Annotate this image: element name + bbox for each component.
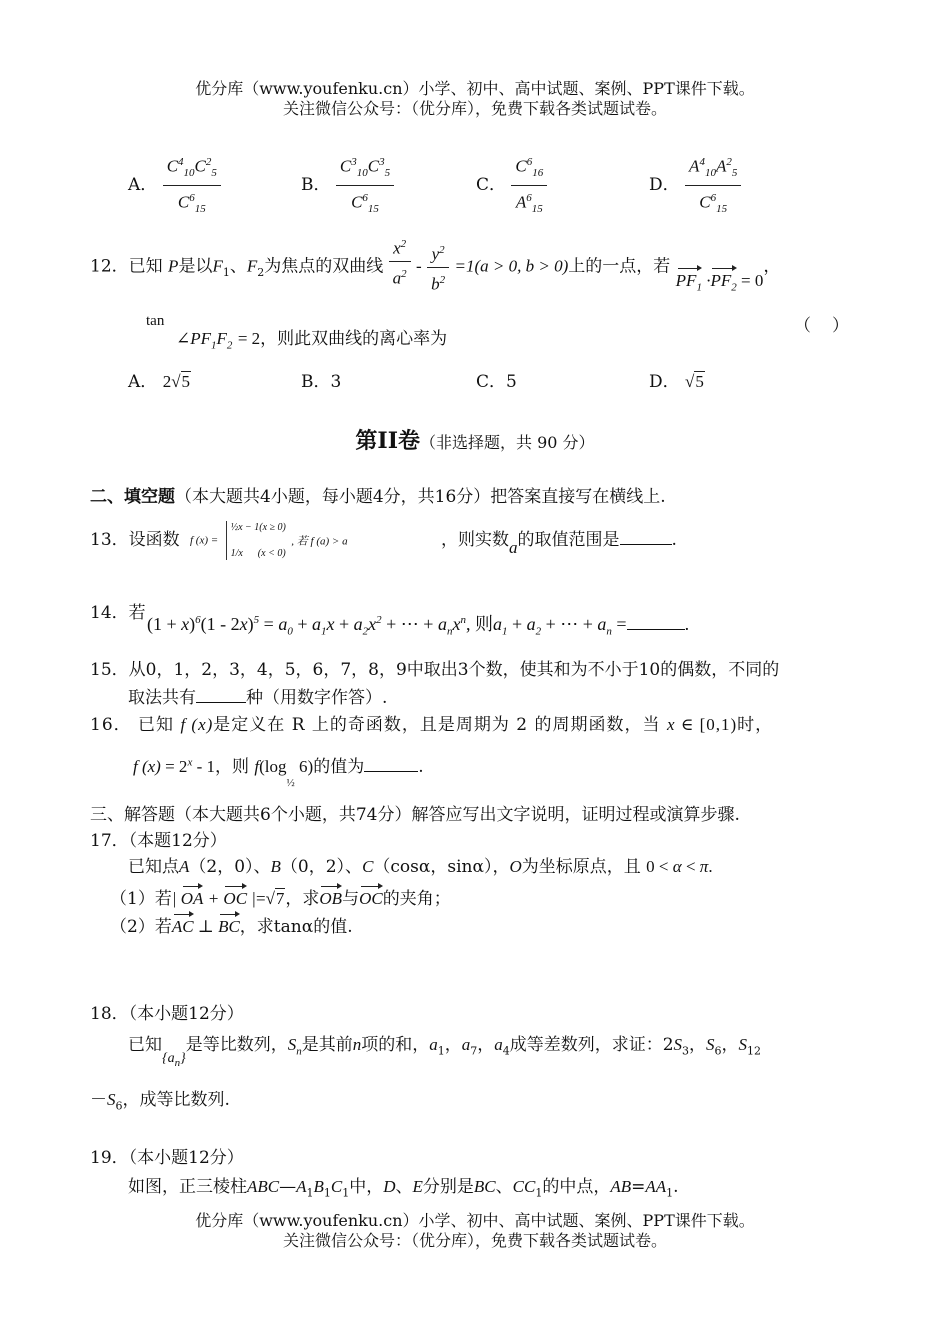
question-number: 13． — [90, 530, 129, 550]
question-number: 14． — [90, 603, 129, 623]
q12-text-rest: ，则此双曲线的离心率为 — [260, 329, 448, 349]
option-label: D． — [649, 372, 680, 392]
q17-p2-text-b: ，求tanα的值. — [239, 917, 353, 937]
q17-part-1: （1）若| OA + OC |=√7，求OB与OC的夹角； — [110, 889, 451, 909]
dot-symbol: · — [706, 270, 711, 290]
q17-p1-text-a: （1）若 — [110, 889, 172, 909]
option-label: B． — [301, 175, 331, 196]
answer-paren: （ ） — [794, 316, 851, 336]
footer-line-2: 关注微信公众号：（优分库），免费下载各类试题试卷。 — [282, 1231, 667, 1250]
q17-line-1: 已知点A（2，0）、B（0，2）、C（cosα，sinα），O为坐标原点，且 0 < α < π. — [128, 857, 713, 877]
section-subtitle: （非选择题，共 90 分） — [420, 433, 595, 452]
q17-part-2: （2）若AC ⊥ BC，求tanα的值. — [110, 917, 353, 937]
q19-heading: 19．（本小题12分） — [90, 1148, 244, 1168]
focus-f2: F — [246, 256, 258, 276]
q12-text-after: 为焦点的双曲线 — [264, 256, 384, 277]
q19-text-e: . — [673, 1177, 679, 1197]
variable-n: n — [352, 1035, 362, 1054]
q11-option-b — [301, 150, 394, 221]
q12-option-a: A． 2√5 — [128, 372, 191, 392]
option-label: A． — [128, 372, 158, 392]
answer-blank[interactable] — [196, 688, 246, 703]
q18-text-d: 项的和， — [361, 1035, 430, 1055]
q17-p1-text-c: 与 — [342, 889, 360, 909]
q17-p2-text-a: （2）若 — [110, 917, 172, 937]
hyperbola-x-term: $\frac{x^2}{a^2}$ — [389, 232, 411, 290]
q14-text-pre: 若 — [128, 603, 146, 623]
hyperbola-condition: =1(a > 0, b > 0) — [454, 256, 569, 276]
option-label: D． — [649, 175, 680, 196]
q13-text-rest: 的取值范围是 — [517, 530, 620, 550]
q13-line — [90, 525, 180, 550]
q16-text-4: ，则 — [215, 757, 249, 777]
q15-text-pre: 取法共有 — [128, 688, 196, 708]
q12-comma: ， — [763, 256, 781, 277]
section-title: 第II卷 — [355, 428, 421, 454]
point-b: B — [270, 857, 281, 876]
variable-a: a — [509, 538, 518, 557]
q12-option-d: D． √5 — [649, 372, 704, 392]
piecewise-function: f (x) = ½x − 1(x ≥ 0) 1/x (x < 0) , 若 f (a) > a — [190, 522, 348, 559]
q12-angle-expr: $\angle PF_1F_2 = 2$，则此双曲线的离心率为 — [176, 329, 448, 352]
q11-b-fraction: $\frac{C^3_{10}C^3_5}{C^6_{15}}$ — [336, 150, 394, 221]
q12-text-mid: 是以 — [178, 256, 213, 277]
q19-line-1: 如图，正三棱柱$ABC—A_1B_1C_1$中，D、E分别是BC、$CC_1$的中点，$AB=AA_1$. — [128, 1177, 679, 1200]
q12-option-b: B．3 — [301, 372, 342, 392]
q19-text-b: 中， — [349, 1177, 384, 1197]
header-line-2: 关注微信公众号：（优分库），免费下载各类试题试卷。 — [282, 99, 667, 118]
q13-text-post: ，则实数 — [441, 530, 509, 550]
equals-two: = 2 — [237, 329, 261, 348]
q16-text-1: 已知 — [138, 715, 175, 735]
q11-option-d — [649, 150, 741, 221]
q17-p1-text-b: ，求 — [285, 889, 320, 909]
dot-product-expr: $PF_1 \cdot PF_2 = 0$ — [675, 270, 764, 294]
q16-line-1: 16． 已知 f (x)是定义在 R 上的奇函数，且是周期为 2 的周期函数，当 x ∈ [0,1)时， — [90, 715, 774, 735]
q12-line-2 — [146, 310, 164, 330]
part-2-label: 二、填空题 — [90, 487, 175, 507]
q17-heading: 17．（本题12分） — [90, 831, 227, 851]
q18-text-e: 成等差数列，求证： — [509, 1035, 663, 1055]
q17-text-b: （2，0）、 — [189, 857, 271, 877]
point-p: P — [168, 256, 179, 276]
q13-text-pre: 设函数 — [128, 530, 180, 550]
q11-option-a — [128, 150, 221, 221]
q19-text-d: 的中点， — [542, 1177, 611, 1197]
answer-blank[interactable] — [620, 530, 672, 545]
focus-f1: F — [212, 256, 223, 276]
q12-text-on: 上的一点，若 — [568, 256, 671, 277]
q19-text-c: 分别是 — [422, 1177, 474, 1197]
question-number: 12． — [90, 256, 129, 277]
q12-line-1: 12．已知 P是以$F_1$、$F_2$为焦点的双曲线 $\frac{x^2}{a^2}$ - $\frac{y^2}{b^2}$ =1(a > 0, b > 0)上的一点，若 $PF_1 \cdot PF_2 = 0$， — [90, 238, 780, 296]
q18-text-f: ， — [721, 1035, 739, 1055]
q13-end: . — [671, 530, 677, 550]
hyperbola-y-term: $\frac{y^2}{b^2}$ — [427, 238, 449, 296]
question-number: 16． — [90, 715, 132, 735]
equals-zero: = 0 — [740, 270, 764, 290]
q18-text-l2: 成等比数列. — [139, 1090, 230, 1110]
q14-line — [90, 598, 146, 623]
part-3-heading: 三、解答题（本大题共6个小题，共74分）解答应写出文字说明，证明过程或演算步骤. — [90, 805, 740, 825]
q18-line-2: $-S_6$，成等比数列. — [90, 1090, 230, 1113]
q12-sep: 、 — [229, 256, 247, 277]
q18-text-c: 是其前 — [301, 1035, 353, 1055]
header-line-1: 优分库（www.youfenku.cn）小学、初中、高中试题、案例、PPT课件下载。 — [195, 79, 755, 98]
q16-text-5: 的值为 — [313, 757, 365, 777]
q11-c-fraction: $\frac{C^6_{16}}{A^6_{15}}$ — [511, 150, 547, 221]
q18-heading: 18．（本小题12分） — [90, 1004, 244, 1024]
q18-line-1: 已知$_{\{a_n\}}$是等比数列，$S_n$是其前n项的和，$a_1$，$a_7$，$a_4$成等差数列，求证：$2S_3$，$S_6$，$S_{12}$ — [128, 1035, 762, 1069]
part-2-heading — [90, 482, 666, 507]
q19-text-a: 如图，正三棱柱 — [128, 1177, 247, 1197]
footer-line-1: 优分库（www.youfenku.cn）小学、初中、高中试题、案例、PPT课件下载。 — [195, 1211, 755, 1230]
option-label: A． — [128, 175, 158, 196]
q17-text-a: 已知点 — [128, 857, 179, 877]
part-2-text: （本大题共4小题，每小题4分，共16分）把答案直接写在横线上. — [175, 487, 666, 507]
q18-text-b: 是等比数列， — [185, 1035, 288, 1055]
q17-p1-text-d: 的夹角； — [382, 889, 451, 909]
q16-end: . — [418, 757, 424, 777]
q12-option-c: C．5 — [476, 372, 517, 392]
q12-text-pre: 已知 — [128, 256, 163, 277]
point-a: A — [179, 857, 190, 876]
q11-a-fraction: $\frac{C^4_{10}C^2_5}{C^6_{15}}$ — [163, 150, 221, 221]
q18-text-a: 已知 — [128, 1035, 162, 1055]
q16-text-3: 时， — [737, 715, 774, 735]
q11-option-c — [476, 150, 547, 221]
answer-blank[interactable] — [364, 757, 418, 772]
q17-text-d: （cosα，sinα）， — [373, 857, 510, 877]
point-o: O — [509, 857, 522, 876]
q11-d-fraction: $\frac{A^4_{10}A^2_5}{C^6_{15}}$ — [685, 150, 741, 221]
answer-blank[interactable] — [627, 615, 685, 630]
q17-text-c: （0，2）、 — [280, 857, 363, 877]
q15-line-1: 15．从0，1，2，3，4，5，6，7，8，9中取出3个数，使其和为不小于10的偶数，不同的 — [90, 660, 780, 680]
q16-text-2: 是定义在 R 上的奇函数，且是周期为 2 的周期函数，当 — [213, 715, 661, 735]
q15-line-2 — [128, 683, 387, 708]
q17-text-e: 为坐标原点，且 — [521, 857, 641, 877]
q14-end: . — [684, 614, 690, 634]
option-label: C． — [476, 175, 507, 196]
q13-line-rest — [441, 525, 677, 557]
tan-label: tan — [146, 313, 165, 329]
section-2-title — [0, 424, 950, 455]
point-c: C — [362, 857, 374, 876]
q15-text-post: 种（用数字作答）. — [246, 688, 388, 708]
q16-line-2: f $(x) = 2^x - 1$，则 $f(\log_{\frac{1}{2}}$ 6)的值为 . — [133, 756, 424, 790]
q14-expansion: $(1 + x)^6(1 - 2x)^5 = a_0 + a_1x + a_2x^2$ + ⋯ + $a_nx^n$, 则$a_1 + a_2$ + ⋯ + $a_n$ = . — [147, 614, 690, 638]
